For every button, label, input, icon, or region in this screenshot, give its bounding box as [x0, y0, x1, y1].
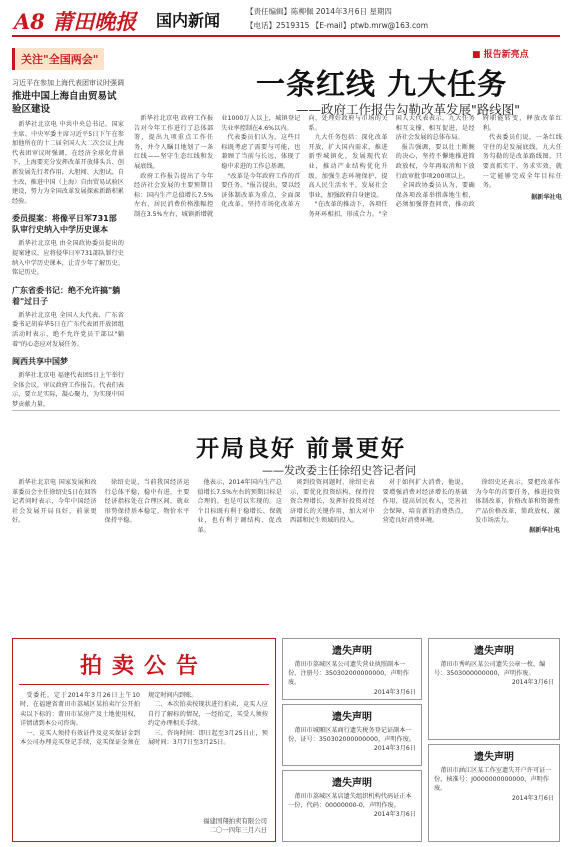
left-headline: 推进中国上海自由贸易试验区建设: [12, 91, 117, 115]
second-paragraph: 谈到投资问题时，徐绍史表示，要优化投资结构，保持投资合理增长，发挥好投资对经济增长的关键作用，加大对中西部和民生领域的投入。: [289, 479, 375, 525]
notice-title: 遗失声明: [474, 646, 514, 657]
notice-body: 莆田市秀屿区某公司遗失公章一枚，编号：3503000000000，声明作废。: [434, 661, 546, 678]
section-title: 国内新闻: [156, 11, 221, 30]
lost-notice-box: [428, 638, 560, 740]
main-subheadline: ——政府工作报告勾勒改革发展"路线图": [296, 102, 520, 117]
lost-notice-box: [282, 704, 422, 766]
auction-paragraph: 三、咨询时间：即日起至3月25日止，预展时间：3月7日至3月25日。: [148, 729, 268, 747]
main-paragraph: 代表委员们认为，这些目标既考虑了需要与可能，也兼顾了当前与长远，体现了稳中求进的工作总基调。: [221, 134, 301, 170]
second-paragraph: 对于如何扩大消费，他说，要增强消费对经济增长的基础作用，提高居民收入，完善社会保障，培育新的消费热点，营造良好消费环境。: [382, 479, 468, 525]
left-subhead-3: 闽西共享中国梦: [12, 357, 68, 367]
left-body-1: 新华社北京电 由全国政协委员提出的提案建议，应将侵华日军731部队罪行史纳入中学历史课本，让青少年了解历史、铭记历史。: [12, 240, 124, 277]
left-body: 新华社北京电 中共中央总书记、国家主席、中央军委主席习近平5日下午在参加他所在的十二届全国人大二次会议上海代表团审议时强调，在经济全球化背景下，上海要充分发挥改革开放排头兵、创新发展先行者作用，大胆闯、大胆试、自主改，推进中国（上海）自由贸易试验区建设，努力为全国改革发展探索新路积累经验。: [12, 121, 124, 205]
second-headline: 开局良好 前景更好: [196, 436, 407, 462]
auction-body: [13, 689, 275, 749]
second-paragraph: 他表示，2014年国内生产总值增长7.5%左右的预期目标是合理的，也是可以实现的。这个目标既有利于稳增长、保就业，也有利于调结构、促改革。: [197, 479, 282, 534]
left-subhead-1: 委员提案：将像平日军731部队审行史纳入中学历史课本: [12, 214, 117, 235]
second-paragraph: 徐绍史还表示，要把改革作为今年的首要任务，推进投资体制改革，价格改革和资源性产品价格改革，简政放权，激发市场活力。: [475, 479, 560, 525]
main-paragraph: 九大任务包括：深化改革开放，扩大国内需求，推进新型城镇化，发展现代农业，推动产业结构优化升级，加强生态环境保护，提高人民生活水平，发展社会事业，加强政府自身建设。: [308, 134, 388, 199]
second-paragraph: 新华社北京电 国家发展和改革委员会主任徐绍史5日在回答记者问时表示，今年中国经济社会发展开局良好，前景更好。: [12, 479, 97, 525]
notice-body: 莆田市城厢区某商行遗失税务登记证副本一份，证号：350302000000000，声明作废。: [288, 727, 416, 744]
main-byline: 据新华社电: [531, 193, 562, 201]
second-paragraph: 徐绍史说，当前我国经济运行总体平稳，稳中有进，主要经济指标处在合理区间，就业形势保持基本稳定，物价水平保持平稳。: [104, 479, 190, 525]
editor-date-line: 【责任编辑】陈柳佩 2014年3月6日 星期四: [246, 7, 392, 16]
auction-paragraph: 受委托，定于2014年3月26日上午10时，在福建省莆田市荔城区某拍卖厅公开拍卖以下标的：莆田市某房产及土地使用权，详情请到本公司咨询。: [20, 692, 140, 728]
page-header: [0, 0, 570, 40]
main-paragraph: 新华社北京电 政府工作报告对今年工作进行了总体部署，提出九项重点工作任务，并令人瞩目地划了一条红线——坚守生态红线和发展底线。: [134, 115, 214, 170]
notice-date: 2014年3月6日: [373, 688, 416, 696]
contact-line: 【电话】2519315 【E-mail】ptwb.mrw@163.com: [246, 21, 429, 30]
notice-title: 遗失声明: [332, 712, 372, 723]
lianghui-tag: 关注"全国两会": [12, 48, 104, 70]
notice-title: 遗失声明: [332, 778, 372, 789]
main-headline: 一条红线 九大任务: [256, 67, 508, 101]
main-paragraph: "在改革的推动下，各项任务环环相扣，形成合力。"全国人大代表表示，九大任务相互支撑、相互促进，是经济社会发展的总体布局。: [308, 115, 475, 218]
notice-body: 莆田市荔城区某公司遗失营业执照副本一份，注册号：350302000000000，声明作废。: [288, 661, 409, 687]
notice-date: 2014年3月6日: [511, 794, 554, 802]
lost-notice-box: [282, 638, 422, 700]
notice-body: 莆田市涵江区某工作室遗失开户许可证一份，核准号：J0000000000000，声明作废。: [434, 767, 552, 793]
auction-footer: [203, 817, 267, 835]
auction-title-rule: [19, 684, 269, 685]
auction-company: 福建国翔拍卖有限公司: [203, 817, 267, 825]
left-body-3: 新华社北京电 福建代表团5日上午举行全体会议，审议政府工作报告。代表们表示，要立足实际，凝心聚力，为实现中国梦贡献力量。: [12, 372, 124, 408]
main-paragraph: "改革是今年政府工作的首要任务。"报告提出，要以经济体制改革为重点，全面深化改革，坚持市场化改革方向，处理好政府与市场的关系。: [221, 115, 388, 209]
main-paragraph: 政府工作报告提出了今年经济社会发展的主要预期目标：国内生产总值增长7.5%左右，居民消费价格涨幅控制在3.5%左右，城镇新增就业1000万人以上，城镇登记失业率控制在4.6%以内。: [134, 115, 301, 218]
main-paragraph: 报告强调，要以壮士断腕的决心，坚持不懈地推进简政放权，今年再取消和下放行政审批事项200项以上。: [395, 143, 475, 180]
notice-date: 2014年3月6日: [511, 679, 554, 687]
left-kicker: 习近平在参加上海代表团审议时强调: [12, 79, 124, 87]
notice-date: 2014年3月6日: [373, 745, 416, 753]
lost-notice-box: [282, 770, 422, 842]
main-paragraph: 全国政协委员认为，要确保各项改革举措落地生根，必须加强督查问责，推动政府职能转变，释放改革红利。: [395, 115, 562, 209]
notice-title: 遗失声明: [474, 752, 514, 763]
second-subheadline: ——发改委主任徐绍史答记者问: [262, 464, 416, 477]
main-article-body: [134, 114, 562, 406]
notice-date: 2014年3月6日: [373, 811, 416, 819]
main-paragraph: 代表委员们说，一条红线守住的是发展底线，九大任务勾勒的是改革路线图，只要真抓实干、务求实效，就一定能够完成全年目标任务。: [482, 134, 562, 190]
report-highlight-label: 报告新亮点: [483, 50, 529, 60]
header-divider: [12, 35, 560, 37]
second-byline: 据新华社电: [529, 526, 560, 534]
auction-title: 拍卖公告: [79, 654, 208, 679]
left-subhead-2: 广东省委书记：绝不允许搞"躺着"过日子: [12, 285, 121, 306]
left-news-column: [12, 48, 124, 409]
auction-paragraph: 二、本次拍卖按现状进行拍卖，竞买人应自行了解标的情况，一经拍定，买受人须按约定办理相关手续。: [148, 701, 268, 728]
newspaper-logo: A8 莆田晚报: [14, 9, 137, 34]
auction-notice-ad: [12, 638, 276, 842]
second-article-body: [12, 478, 560, 633]
lost-notice-box: [428, 744, 560, 842]
auction-date: 二〇一四年三月六日: [209, 826, 267, 834]
report-highlight-tag: ■ 报告新亮点: [472, 50, 529, 60]
notice-body: 莆田市荔城区某店遗失组织机构代码证正本一份，代码：00000000-0，声明作废。: [288, 793, 412, 810]
notice-title: 遗失声明: [332, 646, 372, 657]
left-body-2: 新华社北京电 全国人大代表、广东省委书记胡春华5日在广东代表团开放团组活动时表示，绝不允许党员干部以"躺着"的心态应对发展任务。: [12, 311, 124, 348]
auction-paragraph: 一、竞买人须持有效证件及竞买保证金到本公司办理竞买登记手续，竞买保证金须在规定时间内到账。: [20, 692, 198, 747]
section-divider: [12, 410, 560, 411]
